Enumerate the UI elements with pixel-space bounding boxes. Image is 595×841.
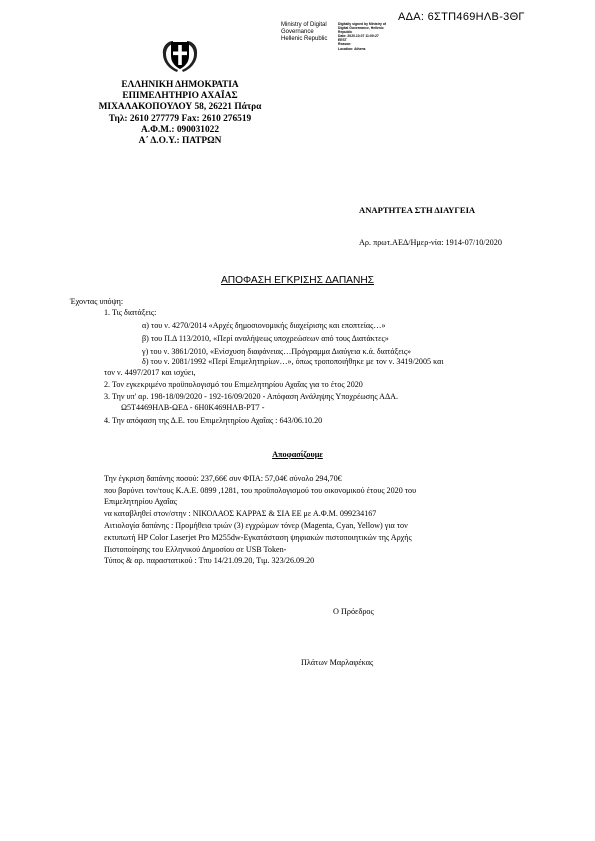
considering-label: Έχοντας υπόψη:	[70, 297, 124, 306]
letterhead-line: Α΄ Δ.Ο.Υ.: ΠΑΤΡΩΝ	[138, 136, 222, 147]
signature-detail-line: Location: Athens	[338, 46, 366, 51]
signature-detail-line: Reason:	[338, 42, 352, 47]
considering-item: 3. Την υπ' αρ. 198-18/09/2020 - 192-16/09/2020 - Απόφαση Ανάληψης Υποχρέωσης ΑΔΑ.	[104, 392, 399, 401]
signatory-role: Ο Πρόεδρος	[333, 607, 374, 616]
document-title: ΑΠΟΦΑΣΗ ΕΓΚΡΙΣΗΣ ΔΑΠΑΝΗΣ	[220, 275, 374, 286]
post-notice: ΑΝΑΡΤΗΤΕΑ ΣΤΗ ΔΙΑΥΓΕΙΑ	[359, 205, 476, 215]
considering-item: 1. Τις διατάξεις:	[104, 308, 157, 317]
decision-line: Πιστοποίησης του Ελληνικού Δημοσίου σε USB Token-	[104, 545, 287, 554]
signature-detail-line: Digital Governance, Hellenic	[338, 26, 384, 31]
decision-line: Τύπος & αρ. παραστατικού : Τπυ 14/21.09.20, Τιμ. 323/26.09.20	[104, 556, 315, 565]
signatory-name: Πλάτων Μαρλαφέκας	[301, 658, 374, 667]
signature-label-line: Governance	[281, 29, 314, 35]
letterhead	[60, 80, 300, 147]
greek-emblem-icon	[160, 38, 200, 74]
considering-item: α) του ν. 4270/2014 «Αρχές δημοσιονομικής διαχείρισης και εποπτείας…»	[142, 321, 386, 330]
protocol-number: Αρ. πρωτ.ΑΕΔ/Ημερ-νία: 1914-07/10/2020	[359, 238, 502, 247]
signature-detail-line: EEST	[338, 38, 347, 43]
considering-item: Ω5Τ4469ΗΛΒ-ΩΕΔ - 6Η0Κ469ΗΛΒ-ΡΤ7 -	[121, 403, 265, 412]
considering-item: δ) του ν. 2081/1992 «Περί Επιμελητηρίων…», όπως τροποποιήθηκε με τον ν. 3419/2005 και	[142, 357, 444, 366]
letterhead-line: ΕΠΙΜΕΛΗΤΗΡΙΟ ΑΧΑΪΑΣ	[122, 91, 238, 102]
signature-label-line: Ministry of Digital	[281, 22, 327, 28]
decision-line: που βαρύνει τον/τους Κ.Α.Ε. 0899 ,1281, του προϋπολογισμού του οικονομικού έτους 2020 του	[104, 486, 417, 495]
considering-item: τον ν. 4497/2017 και ισχύει,	[104, 368, 196, 377]
signature-detail-line: Republic	[338, 30, 353, 35]
decision-line: Την έγκριση δαπάνης ποσού: 237,66€ συν ΦΠΑ: 57,04€ σύνολο 294,70€	[104, 474, 342, 483]
decision-line: Αιτιολογία δαπάνης : Προμήθεια τριών (3) εγχρώμων τόνερ (Magenta, Cyan, Yellow) για τον	[104, 521, 408, 530]
letterhead-line: ΕΛΛΗΝΙΚΗ ΔΗΜΟΚΡΑΤΙΑ	[121, 80, 239, 90]
considering-item: γ) του ν. 3861/2010, «Ενίσχυση διαφάνειας…Πρόγραμμα Διαύγεια κ.ά. διατάξεις»	[142, 347, 412, 356]
signature-detail-line: Digitally signed by Ministry of	[338, 22, 387, 26]
signature-label-line: Hellenic Republic	[281, 36, 328, 42]
considering-item: 4. Την απόφαση της Δ.Ε. του Επιμελητηρίου Αχαΐας : 643/06.10.20	[104, 416, 323, 425]
signature-detail-line: Date: 2020.10.07 11:00:27	[338, 34, 379, 39]
decision-heading: Αποφασίζουμε	[272, 450, 323, 459]
considering-item: 2. Τον εγκεκριμένο προϋπολογισμό του Επιμελητηρίου Αχαΐας για το έτος 2020	[104, 380, 363, 389]
decision-line: να καταβληθεί στον/στην : ΝΙΚΟΛΑΟΣ ΚΑΡΡΑΣ & ΣΙΑ ΕΕ με Α.Φ.Μ. 099234167	[104, 509, 377, 518]
letterhead-line: Α.Φ.Μ.: 090031022	[140, 124, 220, 135]
decision-line: Επιμελητηρίου Αχαΐας	[104, 497, 177, 506]
letterhead-line: ΜΙΧΑΛΑΚΟΠΟΥΛΟΥ 58, 26221 Πάτρα	[98, 102, 262, 113]
decision-line: εκτυπωτή HP Color Laserjet Pro M255dw-Εγκατάσταση ψηφιακών πιστοποιητικών της Αρχής	[104, 533, 412, 542]
ada-code: ΑΔΑ: 6ΣΤΠ469ΗΛΒ-3ΘΓ	[398, 11, 525, 23]
considering-item: β) του Π.Δ 113/2010, «Περί αναλήψεως υποχρεώσεων από τους Διατάκτες»	[142, 334, 389, 343]
letterhead-line: Τηλ: 2610 277779 Fax: 2610 276519	[108, 113, 252, 124]
